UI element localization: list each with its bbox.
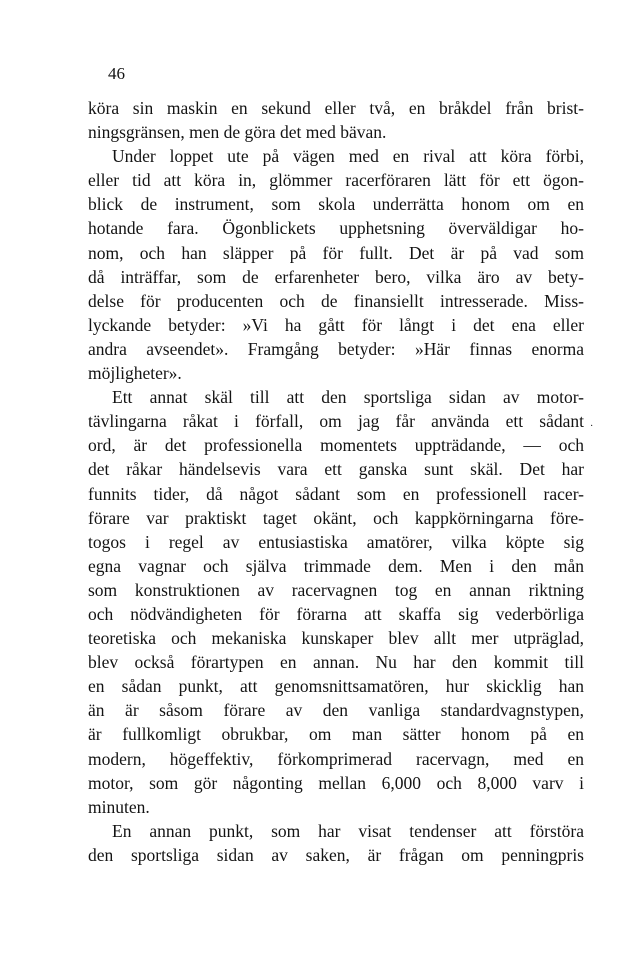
text-line: motor, som gör någonting mellan 6,000 och 8,000 varv i — [88, 772, 584, 793]
text-line: som konstruktionen av racervagnen tog en annan riktning — [88, 579, 584, 600]
text-line: En annan punkt, som har visat tendenser att förstöra — [112, 820, 584, 841]
page-number: 46 — [108, 64, 125, 83]
text-line: Ett annat skäl till att den sportsliga sidan av motor- — [112, 387, 584, 408]
text-line: andra avseendet». Framgång betyder: »Här finnas enorma — [88, 338, 584, 359]
text-line: togos i regel av entusiastiska amatörer, vilka köpte sig — [88, 531, 584, 552]
text-line: det råkar händelsevis vara ett ganska sunt skäl. Det har — [88, 459, 584, 480]
text-line: och nödvändigheten för förarna att skaffa sig vederbörliga — [88, 603, 584, 624]
text-line: minuten. — [88, 796, 150, 817]
text-line: en sådan punkt, att genomsnittsamatören, hur skicklig han — [88, 676, 584, 697]
text-line: teoretiska och mekaniska kunskaper blev allt mer utpräglad, — [88, 628, 584, 649]
text-line: än är såsom förare av den vanliga standardvagnstypen, — [88, 700, 584, 721]
text-line: eller tid att köra in, glömmer racerföraren lätt för ett ögon- — [88, 170, 584, 191]
text-line: nom, och han släpper på för fullt. Det är på vad som — [88, 242, 584, 263]
text-line: hotande fara. Ögonblickets upphetsning överväldigar ho- — [88, 218, 584, 239]
text-line: funnits tider, då något sådant som en professionell racer- — [88, 483, 584, 504]
text-line: egna vagnar och själva trimmade dem. Men i den mån — [88, 555, 584, 576]
text-line: blick de instrument, som skola underrätta honom om en — [88, 194, 584, 215]
text-line: modern, högeffektiv, förkomprimerad racervagn, med en — [88, 748, 584, 769]
print-speck: · — [590, 421, 594, 432]
text-line: är fullkomligt obrukbar, om man sätter honom på en — [88, 724, 584, 745]
text-line: ningsgränsen, men de göra det med bävan. — [88, 122, 387, 143]
body-text — [88, 96, 584, 867]
text-line: den sportsliga sidan av saken, är frågan om penningpris — [88, 844, 584, 865]
text-line: tävlingarna råkat i förfall, om jag får använda ett sådant — [88, 411, 584, 432]
text-line: då inträffar, som de erfarenheter bero, vilka äro av bety- — [88, 266, 584, 287]
text-line: lyckande betyder: »Vi ha gått för långt i det ena eller — [88, 314, 584, 335]
text-line: förare var praktiskt taget okänt, och kappkörningarna före- — [88, 507, 584, 528]
text-line: delse för producenten och de finansiellt intresserade. Miss- — [88, 290, 584, 311]
text-line: ord, är det professionella momentets uppträdande, — och — [88, 435, 584, 456]
text-line: möjligheter». — [88, 363, 182, 384]
text-line: Under loppet ute på vägen med en rival att köra förbi, — [112, 146, 584, 167]
text-line: blev också förartypen en annan. Nu har den kommit till — [88, 652, 584, 673]
text-line: köra sin maskin en sekund eller två, en bråkdel från brist- — [88, 98, 584, 118]
